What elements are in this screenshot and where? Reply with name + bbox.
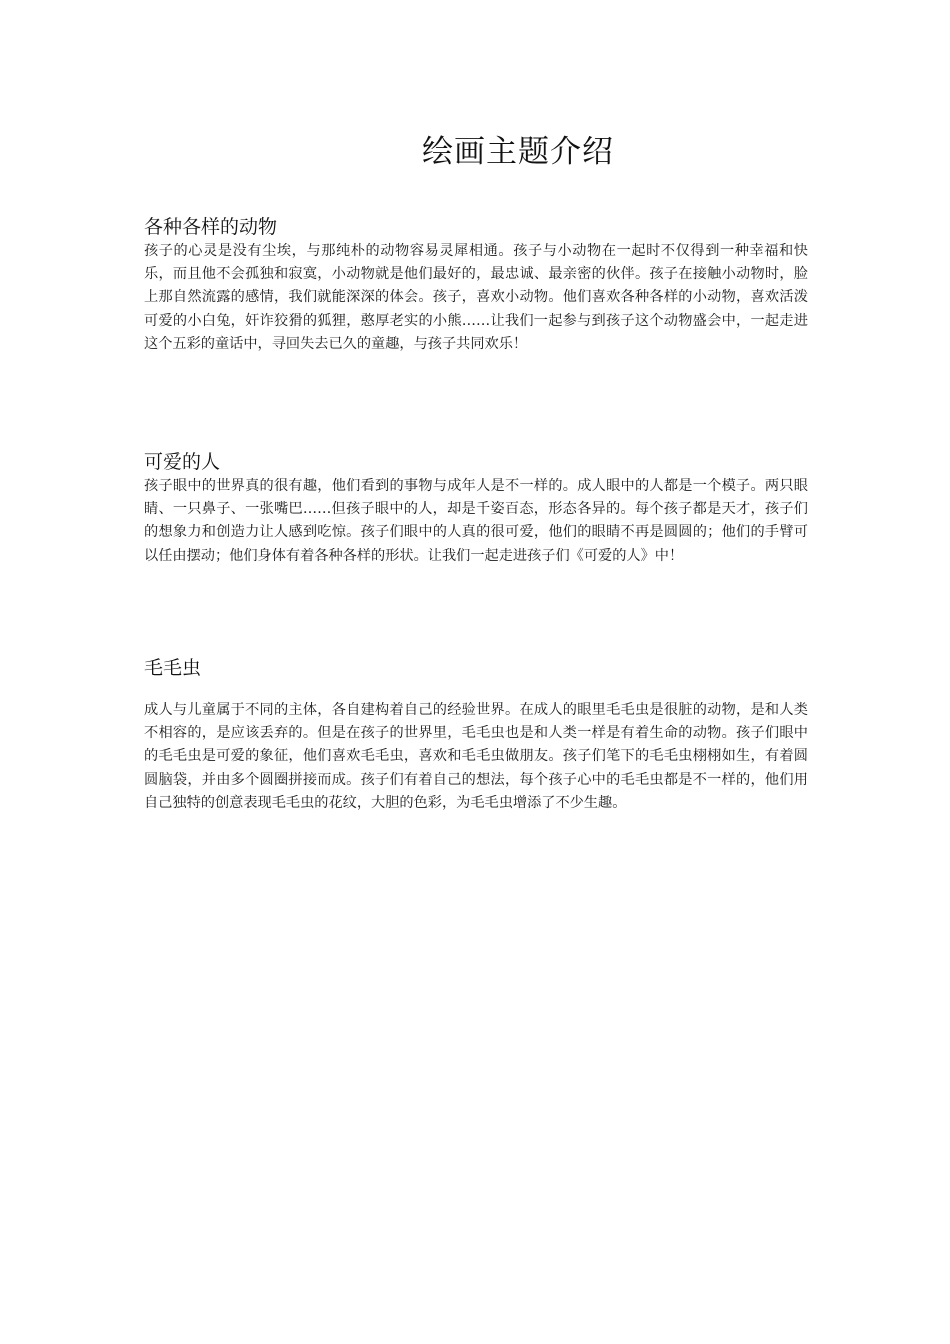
section-paragraph: 孩子眼中的世界真的很有趣，他们看到的事物与成年人是不一样的。成人眼中的人都是一个模子。两只眼睛、一只鼻子、一张嘴巴……但孩子眼中的人，却是千姿百态，形态各异的。每个孩子都是天才，孩子们的想象力和创造力让人感到吃惊。孩子们眼中的人真的很可爱，他们的眼睛不再是圆圆的；他们的手臂可以任由摆动；他们身体有着各种各样的形状。让我们一起走进孩子们《可爱的人》中！ bbox=[144, 478, 808, 564]
section-heading: 各种各样的动物 bbox=[144, 216, 278, 238]
section-lovely-people bbox=[144, 449, 808, 568]
section-animals bbox=[144, 214, 808, 356]
section-paragraph: 孩子的心灵是没有尘埃，与那纯朴的动物容易灵犀相通。孩子与小动物在一起时不仅得到一种幸福和快乐，而且他不会孤独和寂寞，小动物就是他们最好的，最忠诚、最亲密的伙伴。孩子在接触小动物时，脸上那自然流露的感情，我们就能深深的体会。孩子，喜欢小动物。他们喜欢各种各样的小动物，喜欢活泼可爱的小白兔，奸诈狡猾的狐狸，憨厚老实的小熊……让我们一起参与到孩子这个动物盛会中，一起走进这个五彩的童话中，寻回失去已久的童趣，与孩子共同欢乐！ bbox=[144, 243, 808, 352]
section-heading: 毛毛虫 bbox=[144, 657, 202, 679]
section-caterpillar bbox=[144, 655, 808, 815]
section-heading: 可爱的人 bbox=[144, 451, 221, 473]
section-paragraph: 成人与儿童属于不同的主体，各自建构着自己的经验世界。在成人的眼里毛毛虫是很脏的动物，是和人类不相容的，是应该丢弃的。但是在孩子的世界里，毛毛虫也是和人类一样是有着生命的动物。孩子们眼中的毛毛虫是可爱的象征，他们喜欢毛毛虫，喜欢和毛毛虫做朋友。孩子们笔下的毛毛虫栩栩如生，有着圆圆脑袋，并由多个圆圈拼接而成。孩子们有着自己的想法，每个孩子心中的毛毛虫都是不一样的，他们用自己独特的创意表现毛毛虫的花纹，大胆的色彩，为毛毛虫增添了不少生趣。 bbox=[144, 702, 808, 811]
page-title: 绘画主题介绍 bbox=[422, 134, 614, 170]
